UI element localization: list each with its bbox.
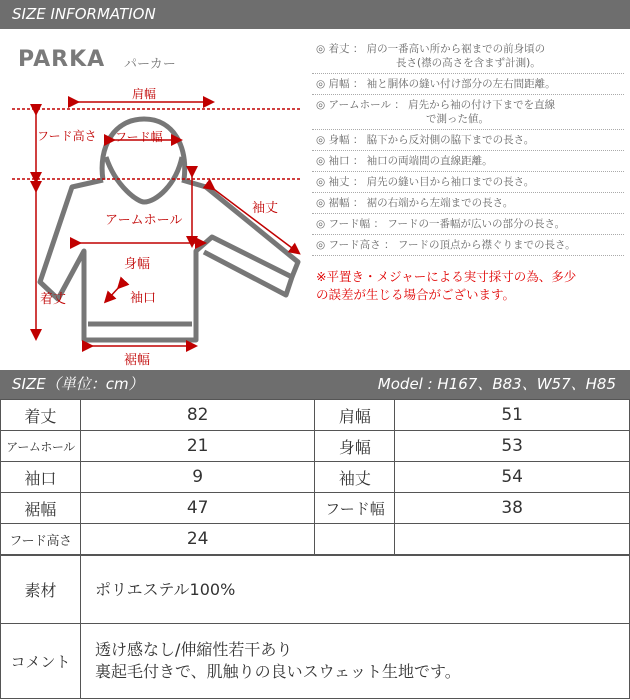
table-row: [1, 431, 630, 462]
size-value: 21: [80, 431, 315, 462]
label-sleeve-length: 袖丈: [252, 201, 279, 216]
size-key: 肩幅: [315, 400, 395, 431]
note-length: ◎ 着丈 ： 肩の一番高い所から裾までの前身頃の 長さ(襟の高さを含まず計測)。: [312, 39, 624, 74]
size-value: 51: [395, 400, 630, 431]
material-table: [0, 555, 630, 699]
size-value: [395, 524, 630, 555]
note-sleeve: ◎ 袖丈 ： 肩先の縫い目から袖口までの長さ。: [312, 172, 624, 193]
size-key: 袖口: [1, 462, 81, 493]
size-key: フード高さ: [1, 524, 81, 555]
note-cuff: ◎ 袖口 ： 袖口の両端間の直線距離。: [312, 151, 624, 172]
section-title: SIZE INFORMATION: [12, 5, 156, 23]
parka-diagram: [6, 37, 302, 368]
table-row: [1, 524, 630, 555]
label-chest: 身幅: [124, 257, 151, 272]
size-information-header: [0, 0, 630, 29]
measurement-warning: ※平置き・メジャーによる実寸採寸の為、多少 の誤差が生じる場合がございます。: [316, 269, 577, 302]
size-value: 82: [80, 400, 315, 431]
label-cuff: 袖口: [130, 291, 157, 306]
comment-value: 透け感なし/伸縮性若干あり 裏起毛付きで、肌触りの良いスウェット生地です。: [81, 624, 630, 699]
size-value: 9: [80, 462, 315, 493]
size-table-header: [0, 370, 630, 399]
label-shoulder: 肩幅: [132, 87, 157, 101]
note-hood-height: ◎ フード高さ ： フードの頂点から襟ぐりまでの長さ。: [312, 235, 624, 256]
label-hood-height: フード高さ: [37, 129, 97, 143]
label-length: 着丈: [40, 292, 67, 307]
size-key: アームホール: [1, 431, 81, 462]
label-armhole: アームホール: [105, 213, 183, 228]
size-value: 47: [80, 493, 315, 524]
material-value: ポリエステル100%: [81, 556, 630, 624]
material-label: 素材: [1, 556, 81, 624]
size-info-panel: [0, 29, 630, 368]
note-armhole: ◎ アームホール ： 肩先から袖の付け下までを直線 で測った値。: [312, 95, 624, 130]
size-key: 袖丈: [315, 462, 395, 493]
table-row: [1, 400, 630, 431]
size-value: 24: [80, 524, 315, 555]
size-key: 裾幅: [1, 493, 81, 524]
product-subtitle: パーカー: [124, 57, 176, 72]
note-hood-width: ◎ フード幅 ： フードの一番幅が広いの部分の長さ。: [312, 214, 624, 235]
cuff-line: [108, 285, 121, 299]
product-title: PARKA: [18, 47, 106, 72]
size-key: [315, 524, 395, 555]
note-chest: ◎ 身幅 ： 脇下から反対側の脇下までの長さ。: [312, 130, 624, 151]
table-row: [1, 462, 630, 493]
comment-label: コメント: [1, 624, 81, 699]
table-row: [1, 556, 630, 624]
label-hem: 裾幅: [124, 353, 151, 368]
size-value: 54: [395, 462, 630, 493]
size-key: フード幅: [315, 493, 395, 524]
measurement-notes: [312, 39, 624, 304]
note-shoulder: ◎ 肩幅 ： 袖と胴体の縫い付け部分の左右間距離。: [312, 74, 624, 95]
size-unit-title: SIZE（単位：cm）: [12, 375, 144, 393]
label-hood-width: フード幅: [115, 130, 163, 144]
size-table: [0, 399, 630, 555]
note-hem: ◎ 裾幅 ： 裾の右端から左端までの長さ。: [312, 193, 624, 214]
table-row: [1, 624, 630, 699]
size-key: 着丈: [1, 400, 81, 431]
model-info: Model : H167、B83、W57、H85: [377, 375, 616, 393]
size-value: 38: [395, 493, 630, 524]
size-key: 身幅: [315, 431, 395, 462]
size-value: 53: [395, 431, 630, 462]
table-row: [1, 493, 630, 524]
parka-outline: [40, 119, 298, 340]
